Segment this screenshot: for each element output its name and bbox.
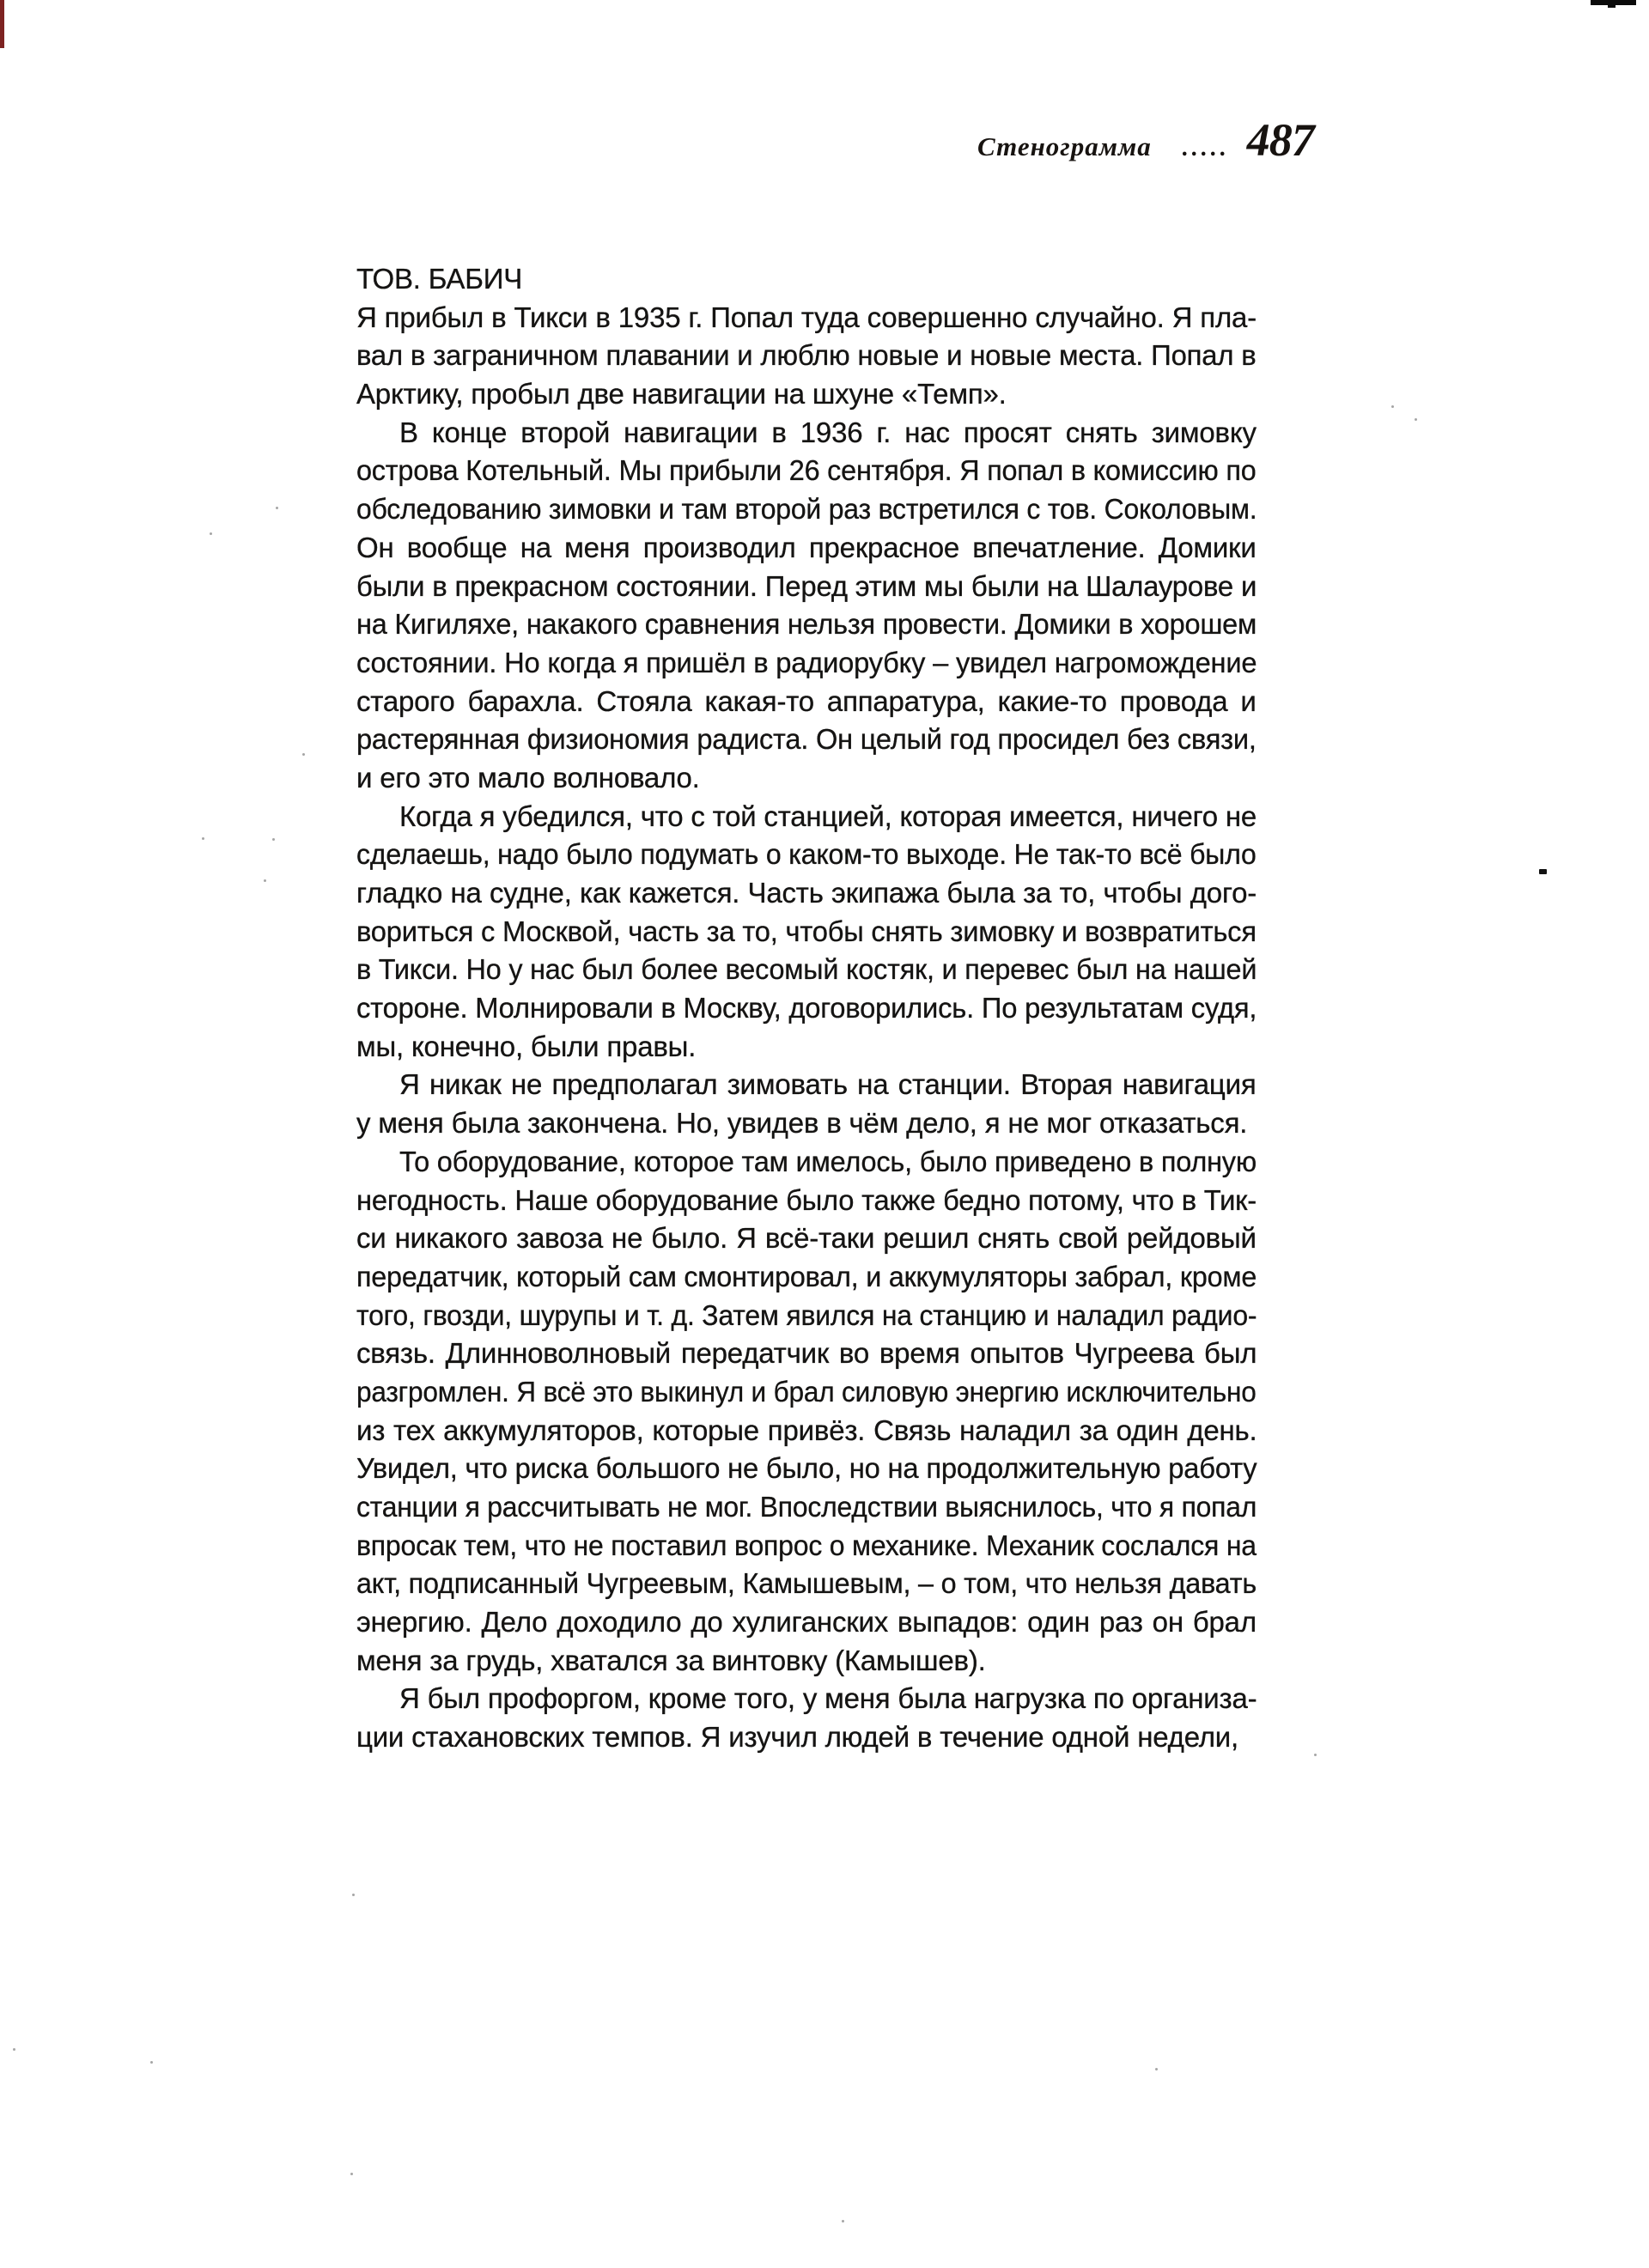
text-line [356, 1718, 1257, 1757]
text-line-content: были в прекрасном состоянии. Перед этим мы были на Шалаурове и [356, 569, 1257, 602]
speck [350, 2173, 353, 2175]
text-line [356, 1335, 1257, 1373]
text-line-content: у меня была закончена. Но, увидев в чём дело, я не мог отказаться. [356, 1107, 1248, 1140]
text-line-content: из тех аккумуляторов, которые привёз. Связь наладил за один день. [356, 1414, 1257, 1446]
text-line [356, 1412, 1257, 1450]
text-line-content: Увидел, что риска большого не было, но на продолжительную работу [356, 1452, 1257, 1485]
text-line-content: Он вообще на меня производил прекрасное впечатление. Домики [356, 531, 1257, 563]
text-line [356, 1488, 1257, 1527]
text-line [356, 913, 1257, 952]
text-line [356, 1066, 1257, 1104]
text-line [356, 798, 1257, 836]
text-line-content: Я никак не предполагал зимовать на станции. Вторая навигация [399, 1068, 1257, 1101]
page-number: 487 [1246, 114, 1314, 166]
text-line-content: Я был профоргом, кроме того, у меня была нагрузка по организа- [399, 1682, 1257, 1715]
speck [276, 507, 278, 509]
text-line [356, 1527, 1257, 1566]
text-line-content: разгромлен. Я всё это выкинул и брал силовую энергию исключительно [356, 1375, 1257, 1408]
text-line [356, 683, 1257, 721]
text-line-content: острова Котельный. Мы прибыли 26 сентября. Я попал в комиссию по [356, 454, 1257, 487]
speck [210, 532, 212, 535]
text-line-content: и его это мало волновало. [356, 761, 700, 793]
text-line-content: Когда я убедился, что с той станцией, которая имеется, ничего не [399, 800, 1257, 832]
text-line-content: си никакого завоза не было. Я всё-таки решил снять свой рейдовый [356, 1222, 1257, 1255]
text-line [356, 1104, 1257, 1143]
text-line-content: вал в заграничном плавании и люблю новые и новые места. Попал в [356, 339, 1257, 372]
text-line [356, 1642, 1257, 1681]
text-line [356, 1603, 1257, 1642]
text-line [356, 1373, 1257, 1412]
text-line [356, 1028, 1257, 1067]
text-line-content: растерянная физиономия радиста. Он целый год просидел без связи, [356, 723, 1257, 756]
speck [842, 2220, 844, 2222]
text-line [356, 299, 1257, 337]
text-line-content: ТОВ. БАБИЧ [356, 263, 523, 295]
speck [1391, 405, 1394, 408]
text-line [356, 989, 1257, 1028]
text-line-content: гладко на судне, как кажется. Часть экипажа была за то, чтобы дого- [356, 877, 1257, 909]
scan-edge-bar-notch [1608, 5, 1616, 8]
text-line-content: станции я рассчитывать не мог. Впоследствии выяснилось, что я попал [356, 1491, 1257, 1523]
text-line [356, 1450, 1257, 1488]
text-line-content: мы, конечно, были правы. [356, 1030, 697, 1062]
running-header [977, 113, 1314, 167]
text-line [356, 414, 1257, 453]
text-line-content: того, гвозди, шурупы и т. д. Затем явился на станцию и наладил радио- [356, 1298, 1257, 1331]
speck [202, 837, 204, 840]
speck [264, 879, 266, 882]
speck [1314, 1754, 1317, 1756]
text-line-content: энергию. Дело доходило до хулиганских выпадов: один раз он брал [356, 1606, 1257, 1639]
text-line-content: ции стахановских темпов. Я изучил людей в течение одной недели, [356, 1721, 1239, 1754]
text-line-content: старого барахла. Стояла какая-то аппаратура, какие-то провода и [356, 684, 1257, 717]
text-line [356, 375, 1257, 414]
text-line-content: сделаешь, надо было подумать о каком-то выходе. Не так-то всё было [356, 838, 1257, 871]
text-line-content: в Тикси. Но у нас был более весомый костяк, и перевес был на нашей [356, 953, 1257, 986]
text-line-content: меня за грудь, хватался за винтовку (Камышев). [356, 1644, 986, 1676]
text-line [356, 490, 1257, 529]
speck [150, 2061, 153, 2064]
text-line [356, 1182, 1257, 1220]
text-line [356, 529, 1257, 568]
speck [352, 1894, 355, 1896]
text-line-content: впросак тем, что не поставил вопрос о механике. Механик сослался на [356, 1529, 1257, 1561]
text-line [356, 337, 1257, 375]
text-line [356, 1143, 1257, 1182]
text-line [356, 759, 1257, 798]
text-line-content: состоянии. Но когда я пришёл в радиорубку – увидел нагромождение [356, 646, 1257, 678]
text-line-content: Арктику, пробыл две навигации на шхуне «Темп». [356, 378, 1007, 410]
text-line-content: обследованию зимовки и там второй раз встретился с тов. Соколовым. [356, 493, 1257, 526]
header-dots-separator: ..... [1182, 135, 1230, 161]
text-line [356, 951, 1257, 989]
text-line [356, 1258, 1257, 1297]
text-line-content: связь. Длинноволновый передатчик во время опытов Чугреева был [356, 1337, 1257, 1370]
text-line [356, 605, 1257, 644]
text-line-content: В конце второй навигации в 1936 г. нас просят снять зимовку [399, 416, 1257, 448]
speck [1415, 418, 1417, 421]
margin-dash-mark [1539, 869, 1547, 874]
text-line [356, 568, 1257, 606]
text-line-content: на Кигиляхе, накакого сравнения нельзя провести. Домики в хорошем [356, 608, 1257, 641]
running-title: Стенограмма [977, 131, 1152, 161]
text-line-content: негодность. Наше оборудование было также бедно потому, что в Тик- [356, 1183, 1257, 1216]
text-line [356, 1680, 1257, 1718]
text-line-content: Я прибыл в Тикси в 1935 г. Попал туда совершенно случайно. Я пла- [356, 301, 1257, 333]
text-line [356, 1297, 1257, 1335]
speck [13, 2048, 15, 2051]
text-line-content: То оборудование, которое там имелось, было приведено в полную [399, 1145, 1257, 1177]
text-line [356, 452, 1257, 490]
text-line [356, 721, 1257, 759]
text-line [356, 874, 1257, 913]
text-line [356, 644, 1257, 683]
text-line [356, 260, 1257, 299]
speck [1155, 2068, 1158, 2070]
text-line [356, 836, 1257, 874]
speck [272, 838, 275, 841]
speck [302, 753, 305, 756]
text-line-content: передатчик, который сам смонтировал, и аккумуляторы забрал, кроме [356, 1260, 1257, 1292]
text-line-content: стороне. Молнировали в Москву, договорились. По результатам судя, [356, 992, 1257, 1025]
text-line [356, 1219, 1257, 1258]
page-text [356, 260, 1257, 1757]
red-scan-mark [0, 0, 4, 48]
text-line-content: акт, подписанный Чугреевым, Камышевым, – о том, что нельзя давать [356, 1567, 1257, 1600]
text-line-content: вориться с Москвой, часть за то, чтобы снять зимовку и возвратиться [356, 915, 1257, 947]
text-line [356, 1565, 1257, 1603]
